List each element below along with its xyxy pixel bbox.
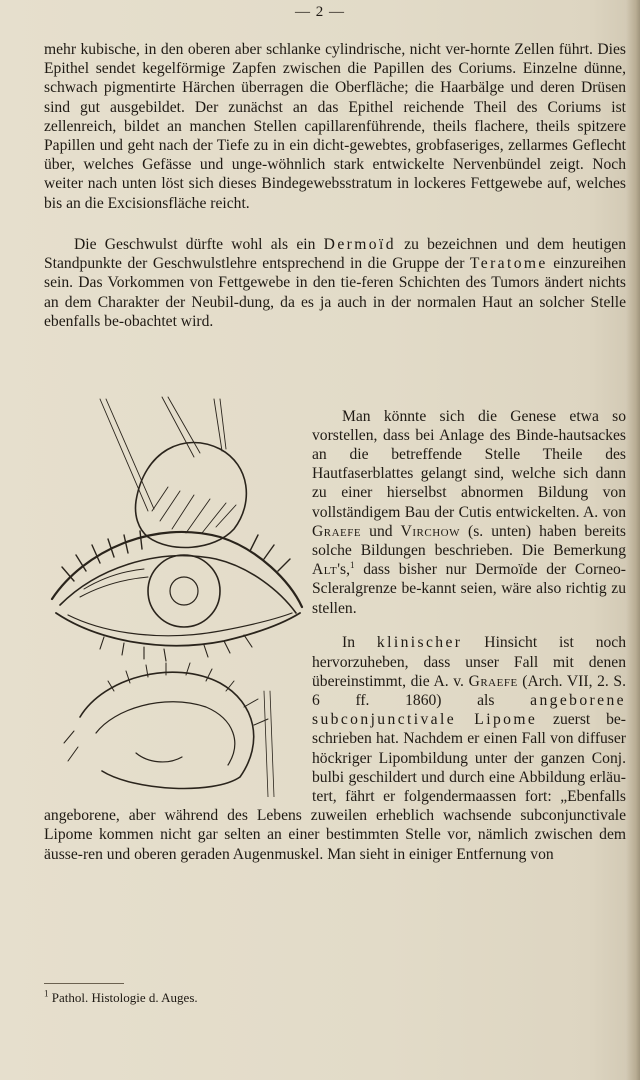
p2-part3: einzureihen sein. Das Vorkommen von Fettgewebe in den tie-feren Schichten des Tumors ändert nichts an dem Charakter der Neubil-dung, da es ja auch in der normalen Haut an solcher Stelle ebenfalls be-obachtet wird. <box>44 255 626 330</box>
paragraph-2 <box>44 235 626 331</box>
eye-illustration <box>44 391 308 797</box>
p4-part3: (Arch. VII, 2. S. 6 ff. 1860) als <box>312 672 627 710</box>
footnote <box>44 990 626 1006</box>
footnote-rule <box>44 983 124 984</box>
name-graefe-2: Graefe <box>468 672 518 690</box>
p3-part5: dass bisher nur Dermoïde der Corneo-Scleralgrenze be-kannt seien, wäre also richtig zu stellen. <box>312 561 626 617</box>
paragraph-2-text <box>44 235 626 331</box>
p2-part2: zu bezeichnen und dem heutigen Standpunkte der Geschwulstlehre entsprechend in die Gruppe der <box>44 236 626 273</box>
page-number: — 2 — <box>295 4 345 20</box>
term-klinischer: klinischer <box>376 634 463 652</box>
p3-part4: 's, <box>337 561 350 579</box>
p4-part2: Hinsicht ist noch hervorzuheben, dass unser Fall mit denen übereinstimmt, die A. v. <box>312 634 627 690</box>
p3-part3: (s. unten) haben bereits solche Bildungen beschrieben. Die Bemerkung <box>312 522 626 560</box>
term-lipome: angeborene subconjunctivale Lipome <box>312 692 626 729</box>
p3-part2: und <box>361 522 401 540</box>
name-virchow: Virchow <box>400 522 460 540</box>
paragraph-1-text: mehr kubische, in den oberen aber schlanke cylindrische, nicht ver-hornte Zellen führt. Dies Epithel sendet kegelförmige Zapfen zwischen die Papillen des Coriums. Einzelne dünne, schwach pigmentirte Härchen überragen die Oberfläche; die Haarbälge und deren Drüsen sind gut ausgebildet. Der zunächst an das Epithel reichende Theil des Coriums ist zellenreich, bildet an manchen Stellen capillarenführende, theils flachere, theils spitzere Papillen und geht nach der Tiefe zu in ein dicht-gewebtes, grobfaseriges, zellarmes Geflecht über, welches Gefässe und unge-wöhnlich stark entwickelte Nervenbündel zeigt. Noch weiter nach unten löst sich dieses Bindegewebsstratum in lockeres Fettgewebe auf, welches bis an die Excisionsfläche reicht. <box>44 41 626 212</box>
name-graefe: Graefe <box>312 522 362 540</box>
name-alt: Alt <box>312 561 338 579</box>
paragraph-1 <box>44 40 626 213</box>
eye-drawing-icon <box>44 391 308 797</box>
p4-part4: zuerst be-schrieben hat. Nachdem er einen Fall von diffuser höckriger Lipombildung unter der ganzen Conj. bulbi geschildert und durch eine Abbildung erläu-tert, fährt er folgendermaassen fort: „Ebenfalls angeborene, aber während des Lebens zuweilen erheblich wachsende subconjunctivale Lipome kommen nicht gar selten an einer bestimmten Stelle vor, nämlich zwischen dem äusse-ren und oberen geraden Augenmuskel. Man sieht in einiger Entfernung von <box>44 711 626 863</box>
page-edge-shadow <box>626 0 640 1080</box>
p2-part1: Die Geschwulst dürfte wohl als ein <box>74 236 324 253</box>
footnote-text: Pathol. Histologie d. Auges. <box>48 990 198 1005</box>
p3-part1: Man könnte sich die Genese etwa so vorstellen, dass bei Anlage des Binde-hautsackes an die betreffende Stelle Theile des Hautfaserblattes gelangt sind, welche sich dann zu einer hierselbst abnormen Bildung von vollständigem Bau der Cutis entwickelten. A. von <box>312 407 626 521</box>
footnote-ref[interactable]: 1 <box>349 560 355 571</box>
term-dermoid: Dermoïd <box>323 236 396 253</box>
p4-part1: In <box>342 634 377 652</box>
figure-text-block <box>44 391 626 879</box>
term-teratome: Teratome <box>469 255 548 273</box>
footnote-mark: 1 <box>44 988 49 999</box>
